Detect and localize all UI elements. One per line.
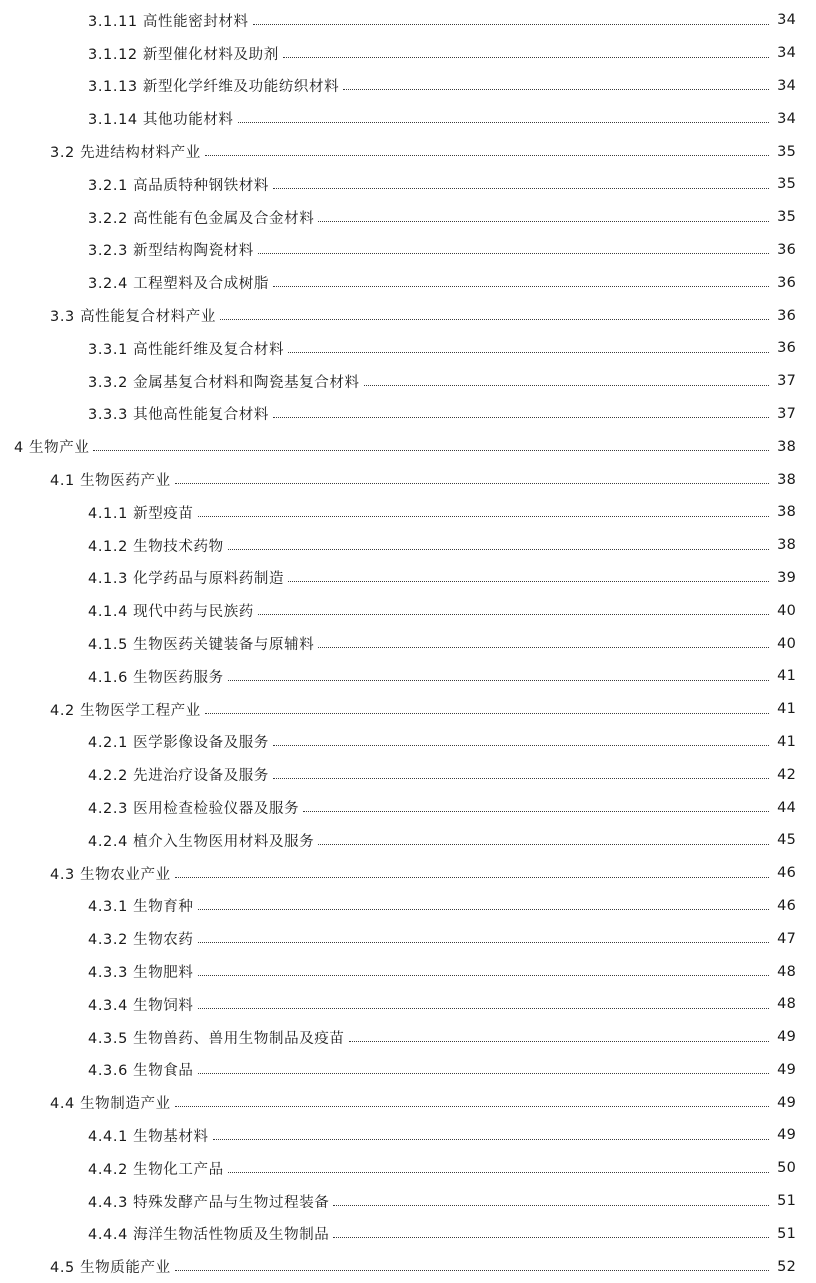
dot-leader: [175, 1256, 769, 1271]
dot-leader: [273, 174, 769, 189]
toc-page-number: 52: [777, 1258, 796, 1275]
toc-entry[interactable]: [0, 627, 816, 660]
toc-entry[interactable]: [0, 922, 816, 955]
dot-leader: [288, 338, 769, 353]
dot-leader: [253, 10, 769, 25]
toc-entry[interactable]: [0, 1217, 816, 1250]
toc-page-number: 36: [777, 274, 796, 291]
toc-page-number: 36: [777, 307, 796, 324]
toc-page-number: 36: [777, 340, 796, 357]
dot-leader: [175, 863, 769, 878]
toc-page-number: 34: [777, 45, 796, 62]
dot-leader: [198, 1059, 769, 1074]
toc-page-number: 48: [777, 963, 796, 980]
toc-entry-title: 4.1.4 现代中药与民族药: [88, 604, 254, 621]
toc-page-number: 41: [777, 701, 796, 718]
toc-entry[interactable]: [0, 857, 816, 890]
dot-leader: [175, 1092, 769, 1107]
toc-entry[interactable]: [0, 365, 816, 398]
toc-entry-title: 4.3.1 生物育种: [88, 899, 194, 916]
toc-entry[interactable]: [0, 562, 816, 595]
toc-entry[interactable]: [0, 1086, 816, 1119]
toc-entry-title: 4.2.4 植介入生物医用材料及服务: [88, 833, 315, 850]
dot-leader: [273, 272, 769, 287]
toc-entry[interactable]: [0, 726, 816, 759]
toc-entry[interactable]: [0, 168, 816, 201]
dot-leader: [349, 1027, 769, 1042]
dot-leader: [93, 436, 769, 451]
toc-entry[interactable]: [0, 463, 816, 496]
toc-entry[interactable]: [0, 234, 816, 267]
toc-entry-title: 3.1.11 高性能密封材料: [88, 13, 249, 30]
toc-entry-title: 4.1.6 生物医药服务: [88, 669, 224, 686]
toc-page-number: 38: [777, 504, 796, 521]
toc-entry-title: 4.4 生物制造产业: [50, 1096, 171, 1113]
toc-entry[interactable]: [0, 1119, 816, 1152]
toc-entry[interactable]: [0, 430, 816, 463]
toc-page-number: 40: [777, 602, 796, 619]
toc-page-number: 41: [777, 733, 796, 750]
dot-leader: [198, 961, 769, 976]
toc-entry-title: 3.3.1 高性能纤维及复合材料: [88, 341, 285, 358]
toc-page-number: 36: [777, 241, 796, 258]
toc-entry[interactable]: [0, 1152, 816, 1185]
toc-entry-title: 4.2.3 医用检查检验仪器及服务: [88, 801, 300, 818]
toc-page-number: 51: [777, 1225, 796, 1242]
toc-entry-title: 4.1.3 化学药品与原料药制造: [88, 571, 285, 588]
toc-entry[interactable]: [0, 1185, 816, 1218]
toc-page-number: 49: [777, 1127, 796, 1144]
toc-entry[interactable]: [0, 529, 816, 562]
dot-leader: [228, 535, 769, 550]
dot-leader: [205, 141, 769, 156]
dot-leader: [198, 895, 769, 910]
dot-leader: [198, 928, 769, 943]
toc-page-number: 38: [777, 438, 796, 455]
toc-page-number: 40: [777, 635, 796, 652]
toc-page-number: 50: [777, 1160, 796, 1177]
toc-entry-title: 3.3.3 其他高性能复合材料: [88, 407, 270, 424]
dot-leader: [228, 1158, 769, 1173]
dot-leader: [318, 633, 769, 648]
toc-entry[interactable]: [0, 70, 816, 103]
toc-entry-title: 3.2.2 高性能有色金属及合金材料: [88, 210, 315, 227]
toc-page-number: 39: [777, 569, 796, 586]
toc-entry[interactable]: [0, 1054, 816, 1087]
toc-page-number: 48: [777, 996, 796, 1013]
toc-entry[interactable]: [0, 496, 816, 529]
dot-leader: [220, 305, 769, 320]
toc-page-number: 35: [777, 209, 796, 226]
toc-entry-title: 4.3.2 生物农药: [88, 932, 194, 949]
toc-entry-title: 3.1.14 其他功能材料: [88, 112, 234, 129]
toc-entry-title: 4.1.1 新型疫苗: [88, 505, 194, 522]
toc-entry[interactable]: [0, 890, 816, 923]
toc-entry-title: 4.2.2 先进治疗设备及服务: [88, 768, 270, 785]
toc-page-number: 37: [777, 373, 796, 390]
toc-entry[interactable]: [0, 4, 816, 37]
toc-entry-title: 3.2.1 高品质特种钢铁材料: [88, 177, 270, 194]
toc-page-number: 44: [777, 799, 796, 816]
toc-page-number: 51: [777, 1193, 796, 1210]
toc-entry-title: 3.1.12 新型催化材料及助剂: [88, 46, 279, 63]
toc-entry-title: 3.2.3 新型结构陶瓷材料: [88, 243, 254, 260]
toc-entry[interactable]: [0, 955, 816, 988]
toc-entry[interactable]: [0, 37, 816, 70]
toc-entry-title: 4.3.3 生物肥料: [88, 965, 194, 981]
toc-entry-title: 4.4.2 生物化工产品: [88, 1161, 224, 1178]
dot-leader: [333, 1223, 769, 1238]
dot-leader: [198, 502, 769, 517]
toc-page-number: 42: [777, 766, 796, 783]
dot-leader: [318, 830, 769, 845]
toc-entry-title: 3.3 高性能复合材料产业: [50, 309, 216, 326]
dot-leader: [213, 1125, 769, 1140]
dot-leader: [205, 699, 769, 714]
toc-entry-title: 4.4.4 海洋生物活性物质及生物制品: [88, 1227, 330, 1244]
toc-entry[interactable]: [0, 594, 816, 627]
toc-page-number: 38: [777, 471, 796, 488]
toc-entry[interactable]: [0, 299, 816, 332]
dot-leader: [175, 469, 769, 484]
toc-page-number: 37: [777, 405, 796, 422]
toc-entry-title: 4.5 生物质能产业: [50, 1260, 171, 1277]
dot-leader: [303, 797, 769, 812]
dot-leader: [273, 731, 769, 746]
dot-leader: [343, 75, 769, 90]
toc-page-number: 49: [777, 1061, 796, 1078]
toc-page-number: 46: [777, 897, 796, 914]
toc-entry-title: 4 生物产业: [14, 440, 90, 457]
toc-page-number: 46: [777, 865, 796, 882]
toc-entry[interactable]: [0, 1250, 816, 1283]
toc-entry[interactable]: [0, 201, 816, 234]
toc-entry[interactable]: [0, 988, 816, 1021]
toc-entry-title: 3.2.4 工程塑料及合成树脂: [88, 276, 270, 293]
table-of-contents: [0, 4, 816, 1283]
toc-entry-title: 3.3.2 金属基复合材料和陶瓷基复合材料: [88, 374, 360, 391]
toc-entry-title: 4.2.1 医学影像设备及服务: [88, 735, 270, 752]
toc-entry-title: 4.3.4 生物饲料: [88, 997, 194, 1014]
toc-entry[interactable]: [0, 398, 816, 431]
toc-entry[interactable]: [0, 824, 816, 857]
toc-entry-title: 3.1.13 新型化学纤维及功能纺织材料: [88, 79, 340, 96]
toc-entry[interactable]: [0, 791, 816, 824]
dot-leader: [228, 666, 769, 681]
dot-leader: [333, 1191, 769, 1206]
toc-entry-title: 4.4.3 特殊发酵产品与生物过程装备: [88, 1194, 330, 1211]
toc-entry-title: 4.3 生物农业产业: [50, 866, 171, 883]
dot-leader: [364, 371, 769, 386]
dot-leader: [318, 207, 769, 222]
toc-entry-title: 4.1 生物医药产业: [50, 473, 171, 490]
dot-leader: [283, 43, 769, 58]
toc-entry-title: 3.2 先进结构材料产业: [50, 145, 201, 162]
toc-page-number: 47: [777, 930, 796, 947]
dot-leader: [258, 239, 769, 254]
toc-page-number: 49: [777, 1029, 796, 1046]
toc-entry-title: 4.4.1 生物基材料: [88, 1128, 209, 1145]
toc-entry-title: 4.2 生物医学工程产业: [50, 702, 201, 719]
toc-page-number: 34: [777, 77, 796, 94]
toc-page-number: 41: [777, 668, 796, 685]
toc-page-number: 34: [777, 12, 796, 29]
toc-page-number: 34: [777, 110, 796, 127]
dot-leader: [238, 108, 769, 123]
dot-leader: [288, 567, 769, 582]
toc-entry[interactable]: [0, 693, 816, 726]
toc-entry[interactable]: [0, 332, 816, 365]
toc-entry-title: 4.3.5 生物兽药、兽用生物制品及疫苗: [88, 1030, 345, 1047]
toc-entry[interactable]: [0, 266, 816, 299]
dot-leader: [258, 600, 769, 615]
toc-entry[interactable]: [0, 758, 816, 791]
toc-entry-title: 4.3.6 生物食品: [88, 1063, 194, 1080]
dot-leader: [198, 994, 769, 1009]
toc-page-number: 45: [777, 832, 796, 849]
toc-entry[interactable]: [0, 135, 816, 168]
toc-page-number: 38: [777, 537, 796, 554]
toc-entry[interactable]: [0, 660, 816, 693]
toc-entry[interactable]: [0, 102, 816, 135]
toc-entry-title: 4.1.5 生物医药关键装备与原辅料: [88, 637, 315, 654]
dot-leader: [273, 764, 769, 779]
toc-entry-title: 4.1.2 生物技术药物: [88, 538, 224, 555]
toc-entry[interactable]: [0, 1021, 816, 1054]
toc-page-number: 35: [777, 176, 796, 193]
toc-page-number: 49: [777, 1094, 796, 1111]
dot-leader: [273, 403, 769, 418]
toc-page-number: 35: [777, 143, 796, 160]
